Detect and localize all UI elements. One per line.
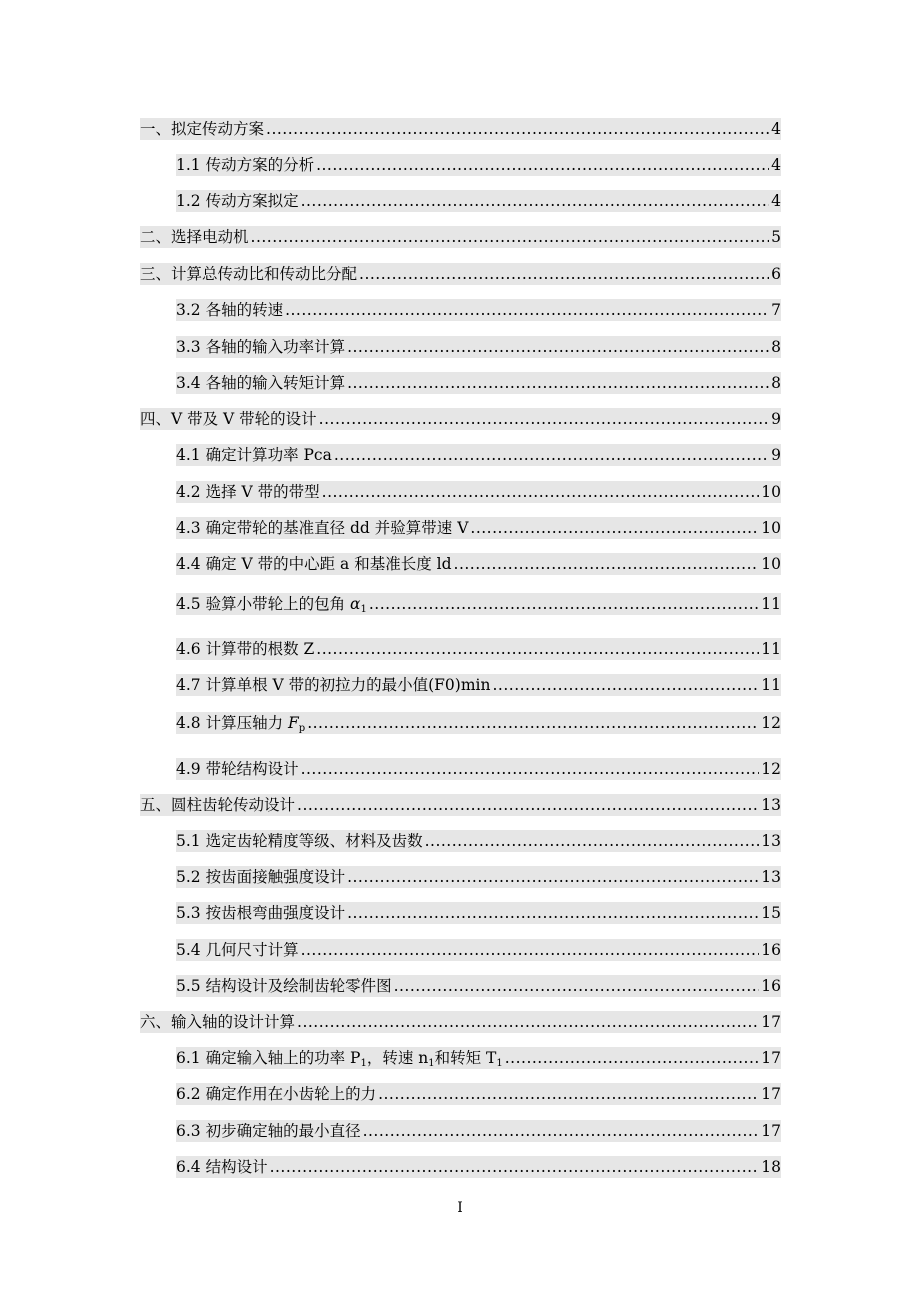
toc-entry[interactable] [176, 553, 781, 575]
toc-entry-label: 4.2 选择 V 带的带型 [176, 483, 320, 501]
toc-leader-dots [454, 555, 760, 573]
toc-leader-dots [378, 1085, 759, 1103]
toc-entry-label: 五、圆柱齿轮传动设计 [140, 796, 296, 814]
toc-entry-label: 1.1 传动方案的分析 [176, 156, 315, 174]
toc-entry-label: 3.4 各轴的输入转矩计算 [176, 374, 346, 392]
toc-entry[interactable] [176, 444, 781, 466]
toc-leader-dots [301, 941, 760, 959]
toc-entry-page: 5 [771, 228, 781, 246]
toc-entry-label: 4.1 确定计算功率 Pca [176, 446, 332, 464]
toc-entry-page: 4 [771, 156, 781, 174]
toc-leader-dots [301, 760, 760, 778]
toc-entry[interactable] [176, 517, 781, 539]
toc-entry[interactable] [176, 372, 781, 394]
toc-entry-label: 5.4 几何尺寸计算 [176, 941, 299, 959]
toc-entry-page: 17 [761, 1122, 781, 1140]
toc-entry-label: 一、拟定传动方案 [140, 120, 265, 138]
toc-leader-dots [307, 714, 759, 732]
toc-leader-dots [316, 156, 769, 174]
toc-entry-page: 8 [771, 374, 781, 392]
toc-entry-page: 10 [761, 483, 781, 501]
toc-entry-page: 4 [771, 192, 781, 210]
toc-entry[interactable] [176, 674, 781, 696]
toc-entry-label: 4.3 确定带轮的基准直径 dd 并验算带速 V [176, 519, 469, 537]
toc-entry-page: 6 [771, 265, 781, 283]
toc-entry-page: 13 [761, 796, 781, 814]
toc-leader-dots [347, 374, 769, 392]
toc-entry-label: 4.4 确定 V 带的中心距 a 和基准长度 ld [176, 555, 452, 573]
toc-entry[interactable] [140, 226, 781, 248]
toc-entry-page: 11 [761, 640, 781, 658]
toc-entry[interactable] [176, 758, 781, 780]
toc-leader-dots [285, 301, 769, 319]
toc-entry-page: 13 [761, 868, 781, 886]
toc-entry[interactable] [176, 593, 781, 615]
toc-leader-dots [505, 1049, 760, 1067]
toc-entry-page: 18 [761, 1158, 781, 1176]
toc-entry-label: 4.8 计算压轴力 $F_p$ [176, 714, 306, 734]
toc-leader-dots [270, 1158, 760, 1176]
toc-entry-page: 9 [771, 446, 781, 464]
toc-entry[interactable] [176, 299, 781, 321]
toc-leader-dots [369, 595, 759, 613]
toc-entry[interactable] [140, 794, 781, 816]
toc-entry-label: 3.2 各轴的转速 [176, 301, 284, 319]
toc-entry[interactable] [176, 336, 781, 358]
toc-entry-label: 6.4 结构设计 [176, 1158, 268, 1176]
toc-entry-label: 二、选择电动机 [140, 228, 249, 246]
toc-entry[interactable] [176, 1156, 781, 1178]
toc-leader-dots [492, 676, 759, 694]
toc-leader-dots [301, 192, 770, 210]
toc-entry[interactable] [176, 902, 781, 924]
toc-entry-label: 1.2 传动方案拟定 [176, 192, 299, 210]
toc-leader-dots [425, 832, 760, 850]
toc-leader-dots [359, 265, 769, 283]
toc-entry-label: 4.7 计算单根 V 带的初拉力的最小值(F0)min [176, 676, 491, 694]
toc-entry-page: 12 [761, 714, 781, 732]
toc-entry-label: 5.3 按齿根弯曲强度设计 [176, 904, 346, 922]
toc-entry-page: 10 [761, 519, 781, 537]
toc-leader-dots [394, 977, 760, 995]
toc-entry[interactable] [176, 154, 781, 176]
toc-entry-page: 8 [771, 338, 781, 356]
toc-entry[interactable] [176, 830, 781, 852]
toc-entry-page: 11 [761, 676, 781, 694]
toc-entry[interactable] [176, 1047, 781, 1069]
toc-entry-page: 16 [761, 977, 781, 995]
toc-entry-label: 六、输入轴的设计计算 [140, 1013, 296, 1031]
toc-entry-page: 15 [761, 904, 781, 922]
toc-entry-label: 6.3 初步确定轴的最小直径 [176, 1122, 361, 1140]
toc-entry-label: 4.6 计算带的根数 Z [176, 640, 315, 658]
toc-leader-dots [316, 640, 759, 658]
toc-entry-page: 11 [761, 595, 781, 613]
toc-leader-dots [470, 519, 759, 537]
toc-entry-label: 三、计算总传动比和传动比分配 [140, 265, 358, 283]
toc-entry-page: 13 [761, 832, 781, 850]
toc-entry[interactable] [176, 1120, 781, 1142]
toc-entry[interactable] [176, 866, 781, 888]
toc-leader-dots [319, 410, 769, 428]
toc-entry-label: 6.1 确定输入轴上的功率 $P_1$，转速 $n_1$和转矩 $T_1$ [176, 1049, 503, 1069]
toc-entry-page: 10 [761, 555, 781, 573]
toc-entry-label: 四、V 带及 V 带轮的设计 [140, 410, 317, 428]
toc-entry[interactable] [176, 1083, 781, 1105]
page-number-footer: I [457, 1200, 463, 1216]
toc-entry[interactable] [176, 975, 781, 997]
toc-entry-page: 12 [761, 760, 781, 778]
toc-leader-dots [334, 446, 769, 464]
toc-leader-dots [347, 868, 759, 886]
toc-entry[interactable] [140, 1011, 781, 1033]
toc-entry-page: 7 [771, 301, 781, 319]
toc-entry-label: 4.5 验算小带轮上的包角 $\alpha_1$ [176, 595, 367, 615]
toc-leader-dots [251, 228, 770, 246]
toc-leader-dots [297, 1013, 759, 1031]
toc-entry-page: 16 [761, 941, 781, 959]
toc-entry-page: 17 [761, 1013, 781, 1031]
toc-entry-label: 5.2 按齿面接触强度设计 [176, 868, 346, 886]
toc-leader-dots [266, 120, 769, 138]
toc-entry-label: 5.1 选定齿轮精度等级、材料及齿数 [176, 832, 423, 850]
toc-entry[interactable] [176, 190, 781, 212]
toc-entry[interactable] [176, 481, 781, 503]
toc-leader-dots [347, 904, 759, 922]
toc-entry[interactable] [140, 263, 781, 285]
toc-entry-label: 3.3 各轴的输入功率计算 [176, 338, 346, 356]
toc-entry-label: 4.9 带轮结构设计 [176, 760, 299, 778]
toc-leader-dots [297, 796, 759, 814]
toc-leader-dots [322, 483, 760, 501]
toc-entry-label: 6.2 确定作用在小齿轮上的力 [176, 1085, 377, 1103]
toc-leader-dots [347, 338, 769, 356]
toc-entry-label: 5.5 结构设计及绘制齿轮零件图 [176, 977, 392, 995]
toc-entry-page: 17 [761, 1049, 781, 1067]
toc-entry[interactable] [176, 939, 781, 961]
toc-entry-page: 9 [771, 410, 781, 428]
toc-entry[interactable] [140, 408, 781, 430]
toc-entry-page: 4 [771, 120, 781, 138]
toc-entry-page: 17 [761, 1085, 781, 1103]
toc-entry[interactable] [176, 712, 781, 734]
toc-entry[interactable] [140, 118, 781, 140]
toc-entry[interactable] [176, 638, 781, 660]
toc-leader-dots [363, 1122, 760, 1140]
